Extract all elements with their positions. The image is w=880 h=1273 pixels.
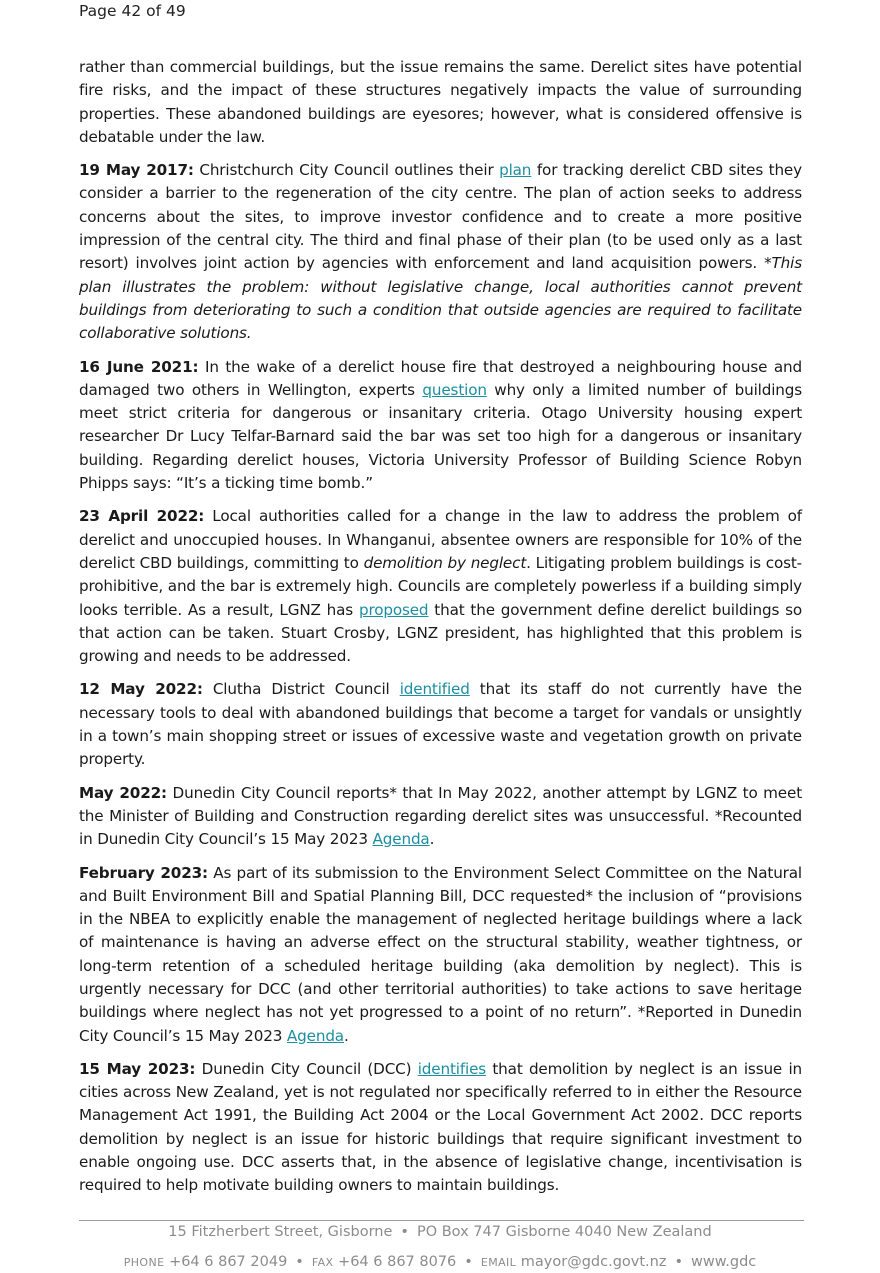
proposed-link[interactable]: proposed <box>358 600 429 619</box>
footer-fax: +64 6 867 8076 <box>338 1254 457 1270</box>
entry-text: Local authorities called for a change in the law to address the problem of derelict and unoccupied houses. In Whanganui, absentee owners are responsible for 10% of the derelict CBD buildings, committing to <box>79 507 803 572</box>
entry-text: why only a limited number of buildings meet strict criteria for dangerous or insanitary criteria. Otago University housing expert researcher Dr Lucy Telfar-Barnard said the bar was set too high for a dangerous or insanitary building. Regarding derelict houses, Victoria University Professor of Building Science Robyn Phipps says: “It’s a ticking time bomb.” <box>79 380 802 493</box>
agenda-link[interactable]: Agenda <box>372 830 430 849</box>
entry-text: that its staff do not currently have the necessary tools to deal with abandoned buildings that become a target for vandals or unsightly in a town’s main shopping street or issues of excessive waste and vegetation growth on private property. <box>79 680 802 769</box>
plan-link[interactable]: plan <box>499 161 532 180</box>
footer-email[interactable]: mayor@gdc.govt.nz <box>520 1254 667 1270</box>
footer-address-line <box>0 1224 880 1240</box>
footer-fax-label: FAX <box>311 1256 334 1269</box>
timeline-entry-2022-05 <box>79 782 802 852</box>
footer-bullet: • <box>464 1254 473 1270</box>
entry-text: Christchurch City Council outlines their <box>193 161 500 180</box>
timeline-entry-2022-04-23 <box>79 505 802 668</box>
timeline-entry-2023-02 <box>79 862 802 1048</box>
footer-bullet: • <box>400 1224 409 1240</box>
entry-text: Dunedin City Council (DCC) <box>195 1059 418 1078</box>
entry-text: that the government define derelict buildings so that action can be taken. Stuart Crosby, LGNZ president, has highlighted that this problem is growing and needs to be addressed. <box>79 600 803 666</box>
entry-text: As part of its submission to the Environment Select Committee on the Natural and Built Environment Bill and Spatial Planning Bill, DCC requested* the inclusion of “provisions in the NBEA to explicitly enable the management of neglected heritage buildings where a lack of maintenance is having an adverse effect on the structural stability, weather tightness, or long-term retention of a scheduled heritage building (aka demolition by neglect). This is urgently necessary for DCC (and other territorial authorities) to take actions to save heritage buildings where neglect has not yet progressed to a point of no return”. *Reported in Dunedin City Council’s 15 May 2023 <box>79 863 802 1045</box>
footer-email-label: EMAIL <box>480 1256 517 1269</box>
entry-text: that demolition by neglect is an issue in cities across New Zealand, yet is not regulated nor specifically referred to in either the Resource Management Act 1991, the Building Act 2004 or the Local Government Act 2002. DCC reports demolition by neglect is an issue for historic buildings that require significant investment to enable ongoing use. DCC asserts that, in the absence of legislative change, incentivisation is required to help motivate building owners to maintain buildings. <box>79 1059 802 1195</box>
entry-italic-term: demolition by neglect <box>363 553 527 572</box>
entry-date: 19 May 2017: <box>79 161 194 180</box>
timeline-entry-2021-06-16 <box>79 356 802 496</box>
footer-divider <box>79 1220 804 1221</box>
entry-date: 12 May 2022: <box>79 680 203 699</box>
entry-date: 23 April 2022: <box>79 507 205 526</box>
identified-link[interactable]: identified <box>399 680 470 699</box>
question-link[interactable]: question <box>422 380 487 399</box>
entry-text: . <box>429 830 435 849</box>
footer-contact-line <box>0 1254 880 1270</box>
footer-po-box: PO Box 747 Gisborne 4040 New Zealand <box>416 1224 712 1240</box>
page-number-label: Page 42 of 49 <box>79 2 186 20</box>
footer-phone-label: PHONE <box>123 1256 165 1269</box>
intro-paragraph: rather than commercial buildings, but the issue remains the same. Derelict sites have potential fire risks, and the impact of these structures negatively impacts the value of surrounding properties. These abandoned buildings are eyesores; however, what is considered offensive is debatable under the law. <box>79 58 802 146</box>
entry-date: February 2023: <box>79 863 208 882</box>
entry-text: . Litigating problem buildings is cost-prohibitive, and the bar is extremely high. Councils are completely powerless if a building simply looks terrible. As a result, LGNZ has <box>79 553 802 619</box>
entry-text: . <box>343 1026 349 1045</box>
document-body <box>79 56 802 1208</box>
footer-street-address: 15 Fitzherbert Street, Gisborne <box>168 1224 393 1240</box>
timeline-entry-2017-05-19 <box>79 159 802 345</box>
agenda-link[interactable]: Agenda <box>286 1026 344 1045</box>
timeline-entry-2022-05-12 <box>79 678 802 771</box>
entry-date: 16 June 2021: <box>79 357 199 376</box>
footer-phone: +64 6 867 2049 <box>169 1254 288 1270</box>
footer-website[interactable]: www.gdc <box>691 1254 757 1270</box>
entry-date: 15 May 2023: <box>79 1059 196 1078</box>
entry-date: May 2022: <box>79 783 167 802</box>
entry-text: Clutha District Council <box>202 680 400 699</box>
entry-text: Dunedin City Council reports* that In May 2022, another attempt by LGNZ to meet the Minister of Building and Construction regarding derelict sites was unsuccessful. *Recounted in Dunedin City Council’s 15 May 2023 <box>79 783 803 849</box>
footer-bullet: • <box>295 1254 304 1270</box>
entry-italic-note: *This plan illustrates the problem: without legislative change, local authorities cannot prevent buildings from deteriorating to such a condition that outside agencies are required to facilitate collaborative solutions. <box>79 254 802 343</box>
entry-text: for tracking derelict CBD sites they consider a barrier to the regeneration of the city centre. The plan of action seeks to address concerns about the sites, to improve investor confidence and to create a more positive impression of the central city. The third and final phase of their plan (to be used only as a last resort) involves joint action by agencies with enforcement and land acquisition powers. <box>79 161 802 273</box>
identifies-link[interactable]: identifies <box>417 1059 487 1078</box>
footer-bullet: • <box>674 1254 684 1270</box>
timeline-entry-2023-05-15 <box>79 1058 802 1198</box>
entry-text: In the wake of a derelict house fire that destroyed a neighbouring house and damaged two others in Wellington, experts <box>79 357 803 399</box>
